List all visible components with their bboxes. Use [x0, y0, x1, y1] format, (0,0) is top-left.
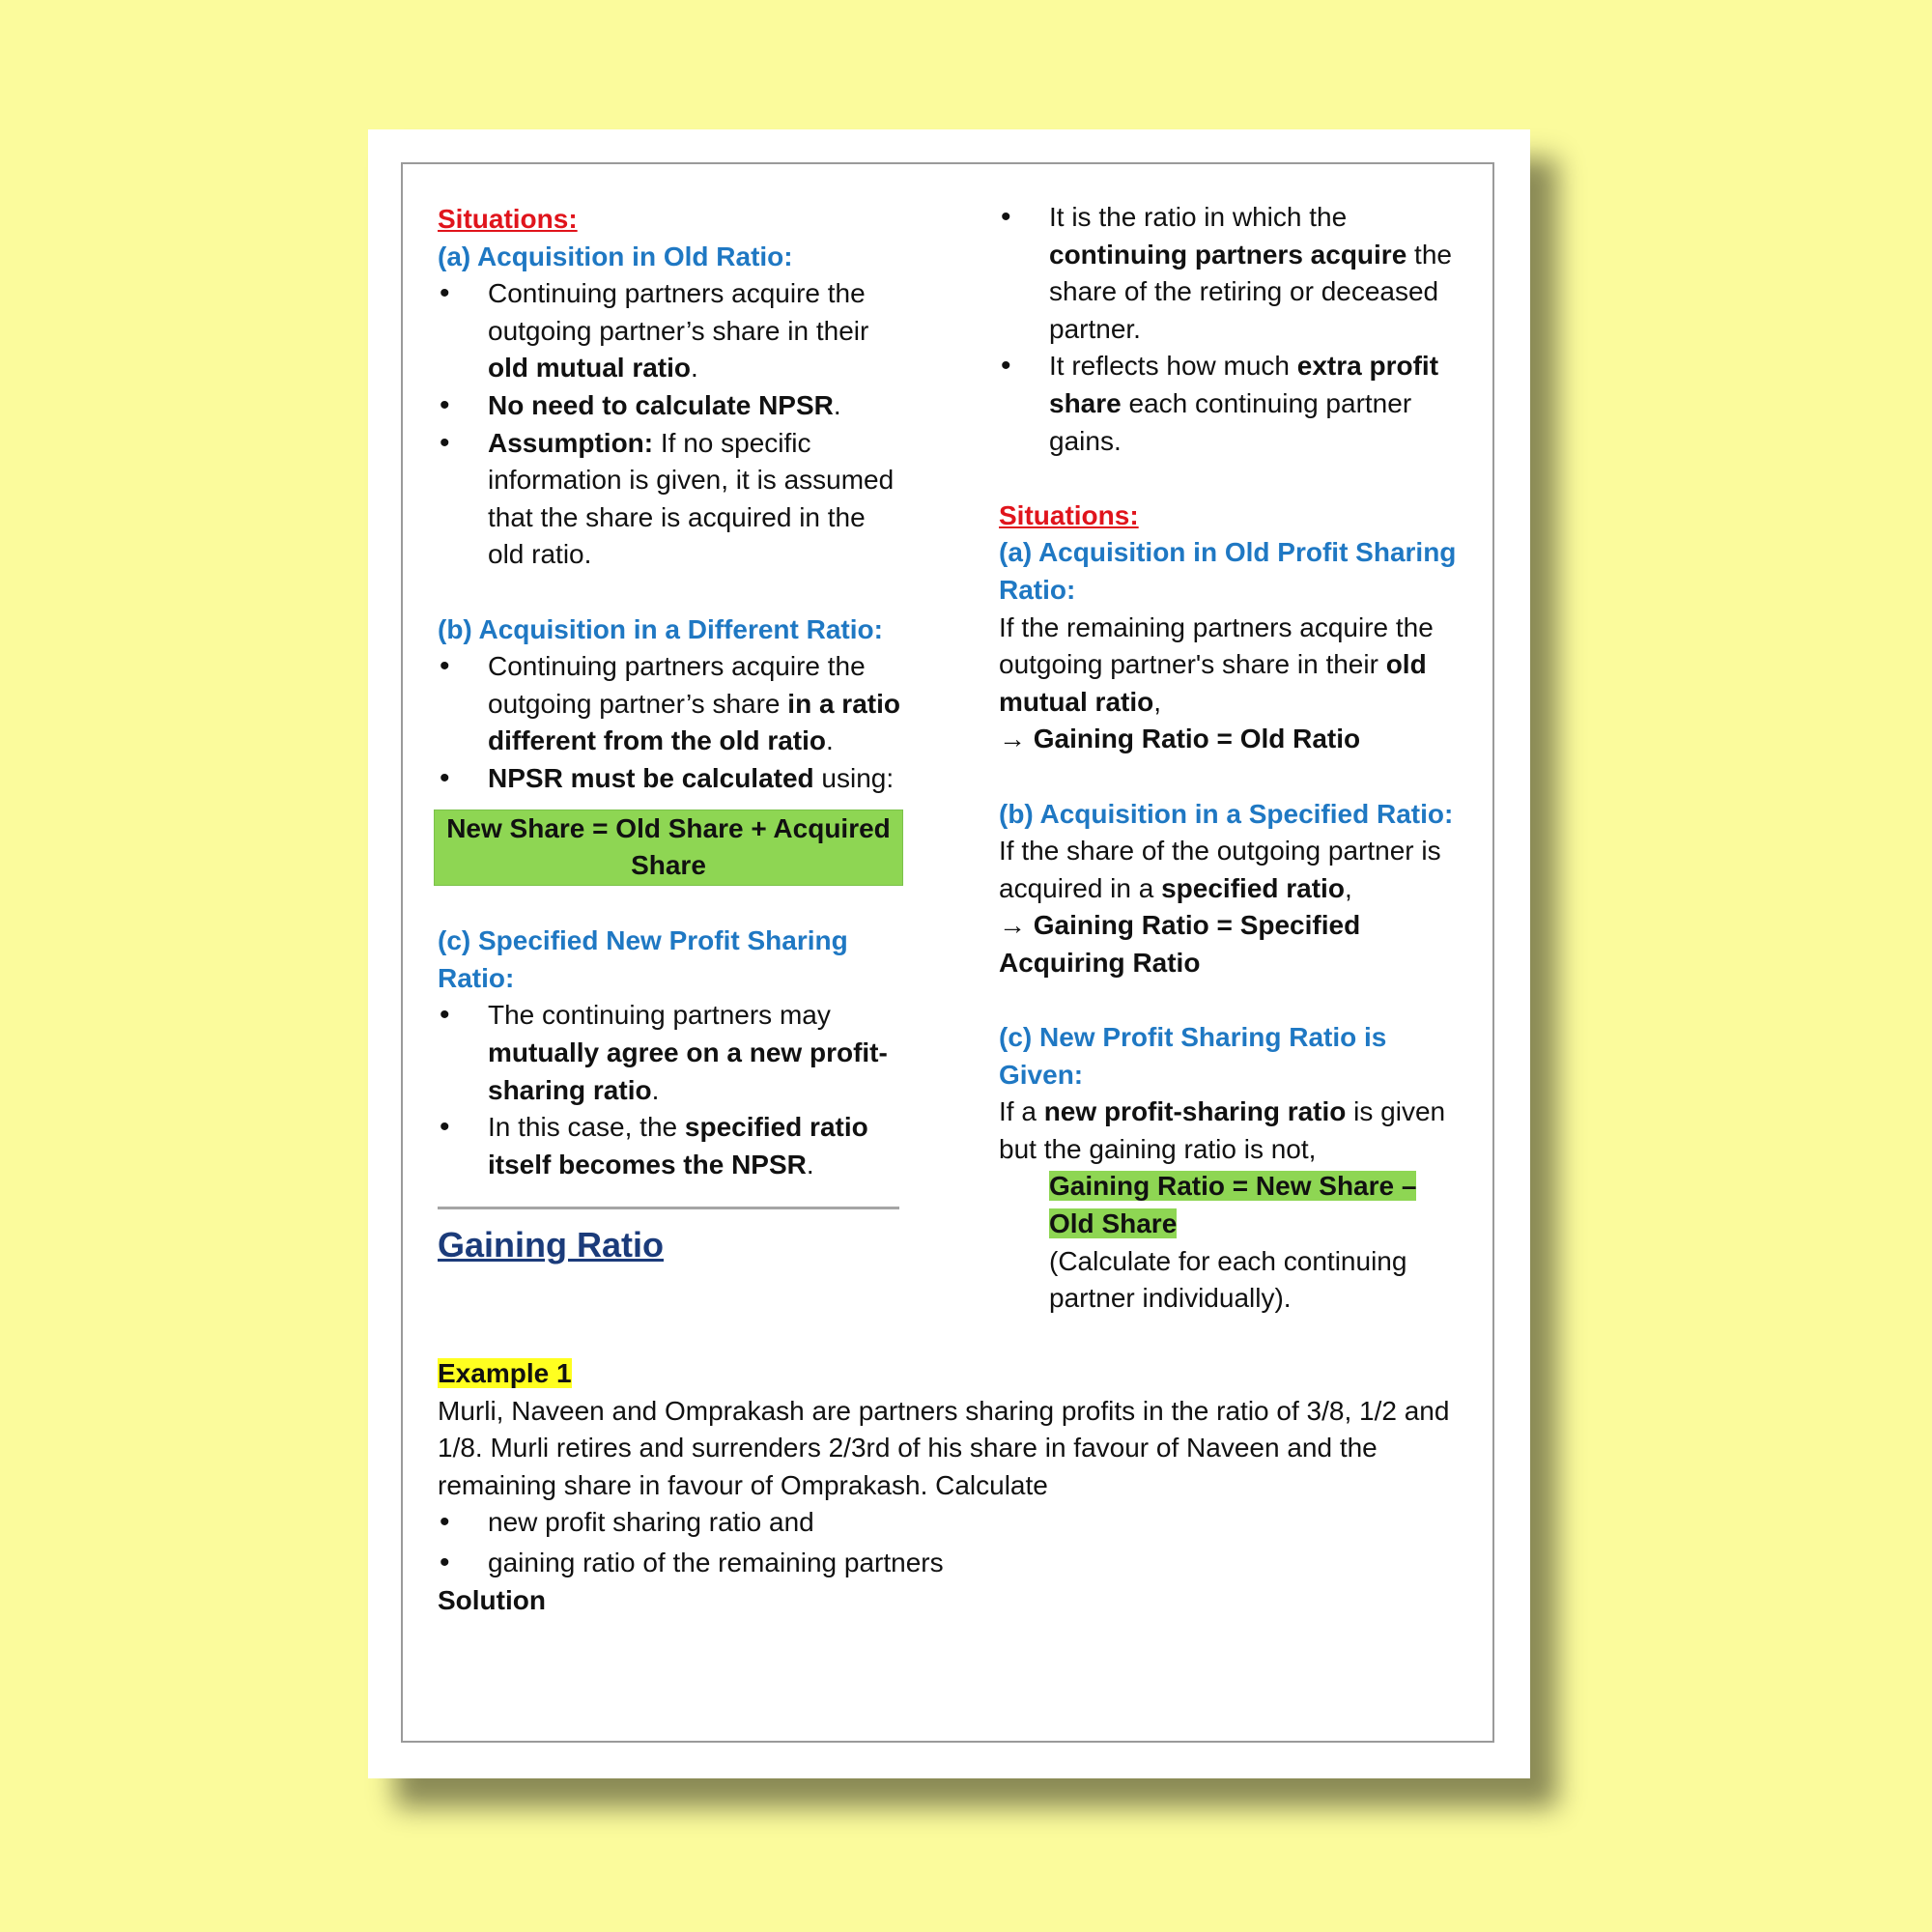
situations-heading-left: Situations:	[438, 204, 578, 234]
specified-ratio-result: → Gaining Ratio = Specified Acquiring Ratio	[999, 910, 1361, 978]
list-item: • gaining ratio of the remaining partners	[438, 1545, 1481, 1582]
left-column	[438, 201, 901, 1267]
list-item: • No need to calculate NPSR.	[438, 387, 901, 425]
gaining-formula-wrap	[999, 1168, 1463, 1242]
example-section	[438, 1355, 1481, 1619]
example-list	[438, 1504, 1481, 1581]
gaining-ratio-definition-list	[999, 199, 1463, 460]
solution-label: Solution	[438, 1584, 546, 1615]
right-column	[999, 199, 1463, 1318]
specified-ratio-text: If the share of the outgoing partner is acquired in a specified ratio,	[999, 836, 1441, 903]
list-item: • It is the ratio in which the continuing partners acquire the share of the retiring or deceased partner.	[999, 199, 1463, 348]
new-share-formula: New Share = Old Share + Acquired Share	[434, 810, 903, 886]
list-item: • It reflects how much extra profit share each continuing partner gains.	[999, 348, 1463, 460]
list-item: • new profit sharing ratio and	[438, 1504, 1481, 1542]
old-psr-text: If the remaining partners acquire the outgoing partner's share in their old mutual ratio,	[999, 611, 1434, 717]
gaining-ratio-formula: Gaining Ratio = New Share – Old Share	[1049, 1171, 1417, 1239]
list-item: • In this case, the specified ratio itself becomes the NPSR.	[438, 1109, 901, 1183]
situations-heading-right: Situations:	[999, 499, 1139, 530]
old-ratio-list	[438, 275, 901, 574]
list-item: • Continuing partners acquire the outgoing partner’s share in a ratio different from the old ratio.	[438, 648, 901, 760]
gaining-ratio-heading: Gaining Ratio	[438, 1225, 664, 1265]
list-item: • The continuing partners may mutually agree on a new profit-sharing ratio.	[438, 997, 901, 1109]
new-psr-given-text: If a new profit-sharing ratio is given but the gaining ratio is not,	[999, 1096, 1446, 1164]
specified-npsr-list	[438, 997, 901, 1183]
different-ratio-list	[438, 648, 901, 797]
divider	[438, 1207, 899, 1209]
list-item: • Continuing partners acquire the outgoing partner’s share in their old mutual ratio.	[438, 275, 901, 387]
specified-ratio-heading: (b) Acquisition in a Specified Ratio:	[999, 798, 1454, 829]
old-psr-heading: (a) Acquisition in Old Profit Sharing Ratio:	[999, 537, 1457, 605]
example-label: Example 1	[438, 1358, 572, 1388]
gaining-formula-note: (Calculate for each continuing partner individually).	[1049, 1245, 1407, 1314]
specified-npsr-heading: (c) Specified New Profit Sharing Ratio:	[438, 925, 848, 993]
list-item: • Assumption: If no specific information is given, it is assumed that the share is acquired in the old ratio.	[438, 425, 901, 574]
new-psr-given-heading: (c) New Profit Sharing Ratio is Given:	[999, 1022, 1387, 1090]
list-item: • NPSR must be calculated using:	[438, 760, 901, 798]
example-text: Murli, Naveen and Omprakash are partners sharing profits in the ratio of 3/8, 1/2 and 1/8. Murli retires and surrenders 2/3rd of his share in favour of Naveen and the remaining share in favour of Omprakash. Calculate	[438, 1395, 1450, 1500]
old-ratio-heading: (a) Acquisition in Old Ratio:	[438, 241, 793, 271]
old-psr-result: → Gaining Ratio = Old Ratio	[999, 724, 1361, 754]
different-ratio-heading: (b) Acquisition in a Different Ratio:	[438, 613, 883, 644]
